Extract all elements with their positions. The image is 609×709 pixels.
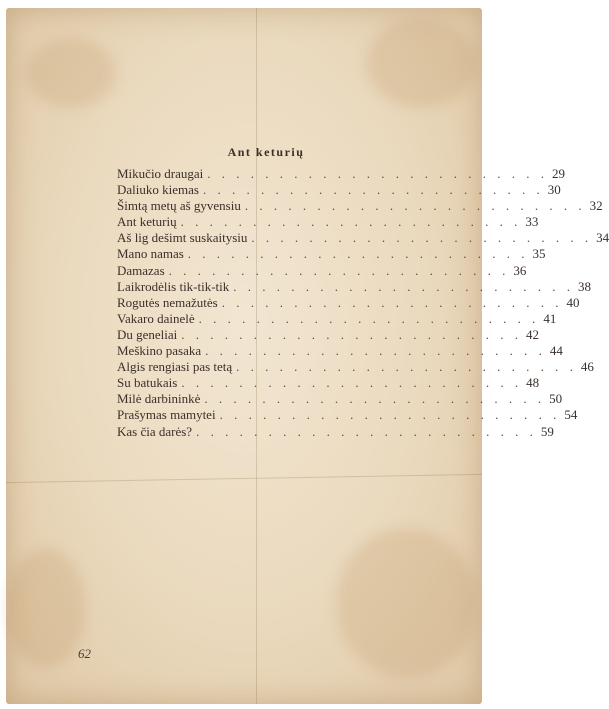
toc-leader-dots: . . . . . . . . . . . . . . . . . . . . . . . . bbox=[198, 310, 540, 326]
page-number: 62 bbox=[78, 646, 91, 661]
toc-entry-page: 54 bbox=[564, 407, 578, 423]
toc-leader-dots: . . . . . . . . . . . . . . . . . . . . . . . . bbox=[196, 423, 537, 439]
toc-entry-title: Vakaro dainelė bbox=[117, 310, 195, 326]
toc-entry-title: Prašymas mamytei bbox=[117, 407, 216, 423]
toc-entry-title: Šimtą metų aš gyvensiu bbox=[117, 198, 241, 214]
section-title: Ant keturių bbox=[227, 145, 305, 159]
toc-entry-title: Kas čia darės? bbox=[117, 423, 193, 439]
toc-entry-page: 29 bbox=[552, 166, 566, 181]
toc-entry bbox=[117, 246, 546, 262]
table-of-contents bbox=[117, 166, 609, 440]
toc-entry-page: 44 bbox=[549, 343, 563, 359]
toc-entry bbox=[117, 166, 566, 182]
book-page bbox=[6, 8, 609, 704]
toc-leader-dots: . . . . . . . . . . . . . . . . . . . . . . . . bbox=[202, 182, 544, 198]
paper-stain bbox=[366, 18, 476, 108]
toc-leader-dots: . . . . . . . . . . . . . . . . . . . . . . . . bbox=[251, 230, 593, 246]
toc-entry-title: Su batukais bbox=[117, 375, 178, 391]
toc-entry bbox=[117, 375, 540, 391]
toc-entry-page: 42 bbox=[526, 326, 540, 342]
toc-entry bbox=[117, 359, 594, 375]
toc-entry-title: Mano namas bbox=[117, 246, 184, 262]
toc-leader-dots: . . . . . . . . . . . . . . . . . . . . . . . . bbox=[219, 407, 561, 423]
paper-stain bbox=[336, 528, 476, 678]
toc-entry-title: Rogutės nemažutės bbox=[117, 294, 218, 310]
toc-leader-dots: . . . . . . . . . . . . . . . . . . . . . . . . bbox=[180, 214, 522, 230]
toc-entry-page: 34 bbox=[596, 230, 609, 246]
toc-leader-dots: . . . . . . . . . . . . . . . . . . . . . . . . bbox=[181, 326, 523, 342]
toc-entry bbox=[117, 278, 592, 295]
toc-leader-dots: . . . . . . . . . . . . . . . . . . . . . . . . bbox=[168, 262, 510, 278]
toc-entry-title: Laikrodėlis tik-tik-tik bbox=[117, 278, 230, 294]
toc-entry-page: 36 bbox=[513, 262, 527, 278]
toc-leader-dots: . . . . . . . . . . . . . . . . . . . . . . . . bbox=[233, 278, 575, 294]
toc-entry-title: Mikučio draugai bbox=[117, 166, 204, 181]
toc-entry-page: 50 bbox=[549, 391, 563, 407]
toc-entry-title: Du geneliai bbox=[117, 326, 178, 342]
toc-leader-dots: . . . . . . . . . . . . . . . . . . . . . . . . bbox=[205, 343, 546, 359]
toc-entry-title: Damazas bbox=[117, 262, 165, 278]
toc-entry-page: 38 bbox=[578, 278, 592, 294]
toc-entry-title: Aš lig dešimt suskaitysiu bbox=[117, 230, 248, 246]
toc-entry bbox=[117, 230, 609, 246]
toc-leader-dots: . . . . . . . . . . . . . . . . . . . . . . . . bbox=[221, 294, 563, 310]
toc-leader-dots: . . . . . . . . . . . . . . . . . . . . . . . . bbox=[236, 359, 577, 375]
paper-stain bbox=[6, 548, 86, 668]
paper-stain bbox=[26, 38, 116, 108]
toc-entry bbox=[117, 326, 540, 343]
toc-entry-page: 33 bbox=[525, 214, 539, 230]
paper-crease bbox=[6, 474, 482, 483]
toc-entry bbox=[117, 214, 539, 230]
toc-entry-page: 32 bbox=[589, 198, 603, 214]
toc-entry bbox=[117, 391, 563, 407]
toc-entry-title: Ant keturių bbox=[117, 214, 177, 230]
toc-entry-page: 48 bbox=[526, 375, 540, 391]
toc-leader-dots: . . . . . . . . . . . . . . . . . . . . . . . . bbox=[187, 246, 529, 262]
toc-entry bbox=[117, 343, 563, 359]
toc-entry-page: 46 bbox=[580, 359, 594, 375]
toc-entry-page: 30 bbox=[547, 182, 561, 198]
toc-entry-title: Daliuko kiemas bbox=[117, 182, 199, 198]
toc-entry bbox=[117, 423, 554, 440]
toc-entry bbox=[117, 407, 578, 423]
toc-entry bbox=[117, 182, 561, 198]
toc-entry-title: Milė darbininkė bbox=[117, 391, 201, 407]
toc-leader-dots: . . . . . . . . . . . . . . . . . . . . . . . . bbox=[244, 198, 586, 214]
toc-entry bbox=[117, 198, 603, 214]
toc-entry-title: Meškino pasaka bbox=[117, 343, 202, 359]
toc-entry-page: 41 bbox=[543, 310, 557, 326]
toc-entry-page: 35 bbox=[532, 246, 546, 262]
toc-entry-page: 40 bbox=[566, 294, 580, 310]
toc-entry-title: Algis rengiasi pas tetą bbox=[117, 359, 233, 375]
toc-entry bbox=[117, 294, 580, 311]
toc-entry-page: 59 bbox=[540, 423, 554, 439]
toc-entry bbox=[117, 310, 557, 327]
toc-leader-dots: . . . . . . . . . . . . . . . . . . . . . . . . bbox=[204, 391, 546, 407]
toc-leader-dots: . . . . . . . . . . . . . . . . . . . . . . . . bbox=[181, 375, 523, 391]
toc-entry bbox=[117, 262, 527, 279]
toc-leader-dots: . . . . . . . . . . . . . . . . . . . . . . . . bbox=[207, 166, 549, 181]
